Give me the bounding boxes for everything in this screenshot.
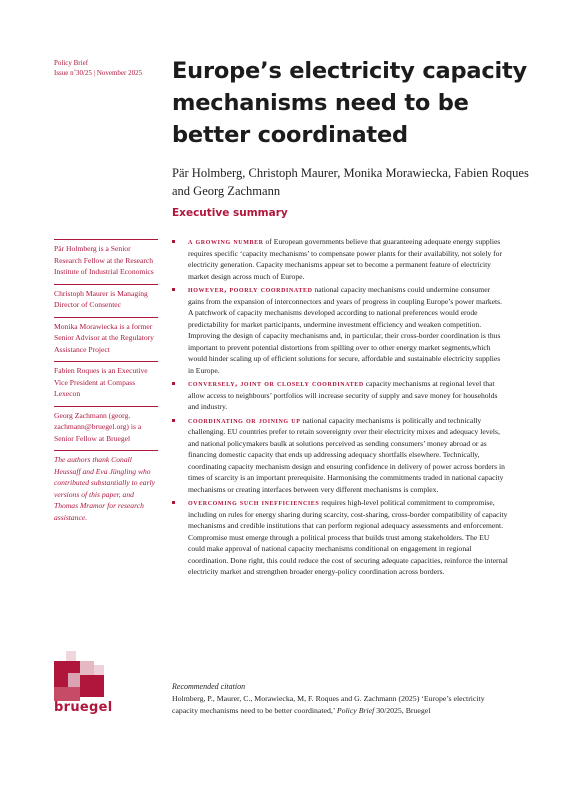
issue-date: November 2025: [96, 69, 143, 77]
series-label: Policy Brief: [54, 59, 89, 67]
executive-summary-list: [172, 236, 508, 580]
executive-summary-heading: Executive summary: [172, 207, 288, 219]
acknowledgement: The authors thank Conall Heussaff and Eva Jüngling who contributed substantially to early versions of this paper, and Thomas Mramor for research assistance.: [54, 450, 158, 529]
issue-separator: |: [93, 69, 96, 77]
summary-text: national capacity mechanisms could undermine consumer gains from the expansion of interconnectors and years of progress in coupling Europe’s power markets. A patchwork of capacity mechanisms developed according to national preferences would erode predictability for market participants, undermine investment efficiency and weaken competition. Improving the design of capacity mechanisms and, in particular, their cross-border coordination is thus important to prevent potential distortions from spilling over to other energy market segments,which would hinder scaling up of efficient solutions for secure, affordable and sustainable electricity supplies in Europe.: [188, 285, 502, 375]
summary-text: requires high-level political commitment to compromise, including on rules for energy sharing during scarcity, cost-sharing, cross-border compatibility of capacity mechanisms and credible institutions that can perform regional adequacy assessments and enforcement. Compromise must emerge through a political process that builds trust among stakeholders. The EU could make approval of national capacity mechanisms conditional on engagement in regional coordination. Done right, this could reduce the cost of securing adequate capacities, reinforce the internal electricity market and strengthen broader energy-policy coordination across borders.: [188, 498, 508, 576]
bruegel-wordmark: bruegel: [54, 700, 113, 715]
author-bio: Fabien Roques is an Executive Vice President at Compass Lexecon: [54, 361, 158, 406]
summary-lead: however, poorly coordinated: [188, 285, 313, 294]
author-bio: Pär Holmberg is a Senior Research Fellow at the Research Institute of Industrial Economics: [54, 239, 158, 284]
bullet-square-icon: [172, 288, 175, 291]
issue-meta: [54, 58, 164, 78]
bullet-square-icon: [172, 240, 175, 243]
bullet-square-icon: [172, 419, 175, 422]
citation-series: Policy Brief: [336, 706, 375, 715]
summary-item: [172, 378, 508, 413]
citation-body: Holmberg, P., Maurer, C., Morawiecka, M, F. Roques and G. Zachmann (2025) ‘Europe’s electricity capacity mechanisms need to be better coordinated,’: [172, 694, 485, 715]
issue-number: Issue n˚30/25: [54, 69, 92, 77]
citation-tail: 30/2025, Bruegel: [374, 706, 431, 715]
author-bio: Monika Morawiecka is a former Senior Advisor at the Regulatory Assistance Project: [54, 317, 158, 362]
author-bio: Christoph Maurer is Managing Director of Consentec: [54, 284, 158, 317]
authors: Pär Holmberg, Christoph Maurer, Monika Morawiecka, Fabien Roques and Georg Zachmann: [172, 166, 529, 198]
summary-item: [172, 415, 508, 496]
issue-line: [54, 68, 164, 78]
author-sidebar: [54, 239, 158, 529]
summary-lead: overcoming such inefficiencies: [188, 498, 320, 507]
summary-item: [172, 284, 508, 376]
author-bio: Georg Zachmann (georg. zachmann@bruegel.org) is a Senior Fellow at Bruegel: [54, 406, 158, 451]
bullet-square-icon: [172, 382, 175, 385]
citation-text: [172, 693, 512, 717]
page-title: Europe’s electricity capacity mechanisms need to be better coordinated: [172, 58, 528, 148]
summary-lead: a growing number: [188, 237, 264, 246]
summary-text: national capacity mechanisms is politically and technically challenging. EU countries prefer to retain sovereignty over their electricity mixes and adequacy levels, and national policymakers baulk at solutions perceived as sending consumers’ money abroad or as financing domestic capacity that ends up addressing adequacy shortfalls elsewhere. Technically, coordinating capacity mechanism design and ensuring confidence in delivery of power across borders in times of scarcity is an important prerequisite. Harmonising the commitments traded in national capacity mechanisms or creating interfaces between very different mechanisms is complex.: [188, 415, 505, 494]
bullet-square-icon: [172, 501, 175, 504]
summary-text: capacity mechanisms at regional level that allow access to neighbours’ portfolios will increase security of supply and save money for households and industry.: [188, 379, 498, 411]
summary-lead: conversely, joint or closely coordinated: [188, 379, 364, 388]
summary-lead: coordinating or joining up: [188, 415, 301, 425]
summary-item: [172, 236, 508, 282]
summary-text: of European governments believe that guaranteeing adequate energy supplies requires specific ‘capacity mechanisms’ to compensate power plants for their availability, not solely for electricity generation. Capacity mechanisms appear set to become a permanent feature of electricity market design across much of Europe.: [188, 237, 502, 281]
summary-item: [172, 497, 508, 578]
citation-heading: Recommended citation: [172, 682, 246, 691]
